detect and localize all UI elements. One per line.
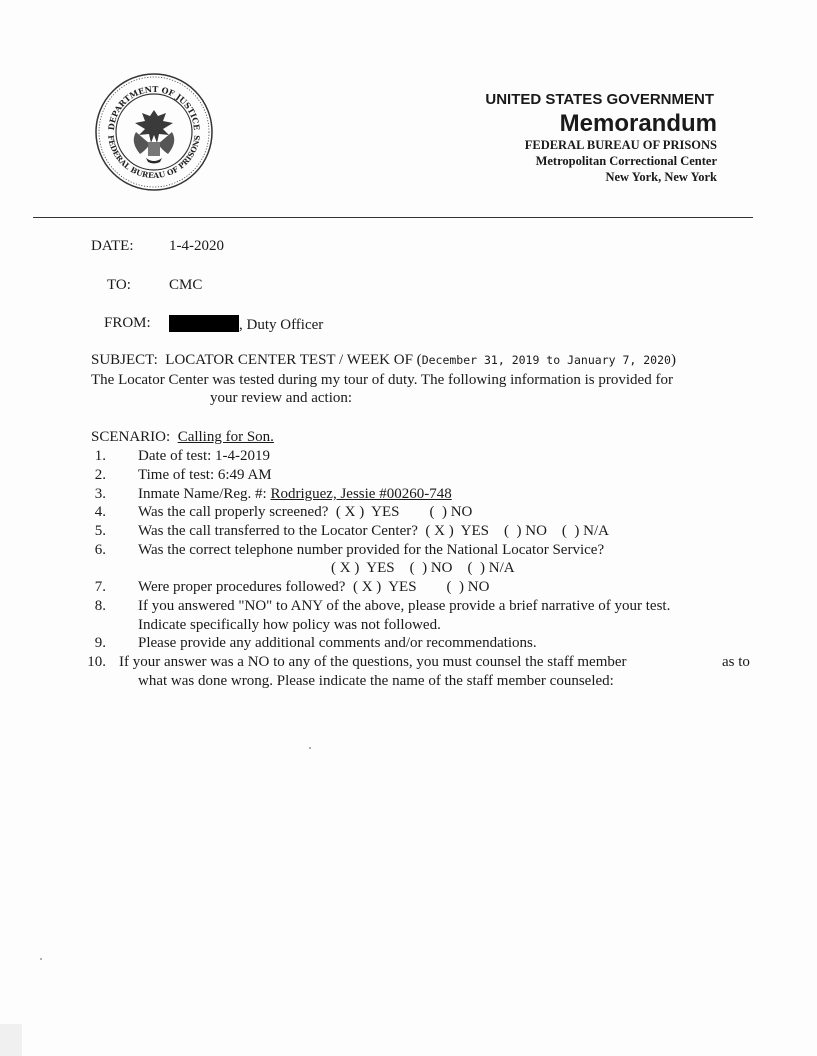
item-number: 10. <box>87 654 106 670</box>
item-number: 8. <box>94 598 106 614</box>
intro-line-2: your review and action: <box>210 390 353 406</box>
scan-speck <box>309 747 311 749</box>
item-screened: Was the call properly screened? ( X ) YES ( ) NO <box>138 504 473 520</box>
item-inmate <box>138 486 452 503</box>
item-time-of-test: Time of test: 6:49 AM <box>138 467 272 483</box>
header-city: New York, New York <box>605 170 717 184</box>
intro-line-1: The Locator Center was tested during my tour of duty. The following information is provided for <box>91 372 673 388</box>
scenario-value: Calling for Son. <box>177 429 274 445</box>
redaction-block <box>169 315 239 332</box>
item-correct-number-answer: ( X ) YES ( ) NO ( ) N/A <box>331 560 515 576</box>
item-counsel-as-to: as to <box>722 654 750 670</box>
item-number: 9. <box>94 635 106 651</box>
scan-speck <box>40 958 42 960</box>
inmate-value: Rodriguez, Jessie #00260-748 <box>270 486 452 502</box>
item-transferred: Was the call transferred to the Locator Center? ( X ) YES ( ) NO ( ) N/A <box>138 523 609 539</box>
header-divider <box>33 217 753 218</box>
subject-date-range: December 31, 2019 to January 7, 2020 <box>421 353 671 367</box>
from-role: , Duty Officer <box>239 317 324 333</box>
subject-title: LOCATOR CENTER TEST / WEEK OF ( <box>165 352 422 368</box>
inmate-label: Inmate Name/Reg. #: <box>138 486 267 502</box>
item-number: 1. <box>94 448 106 464</box>
eagle-icon <box>134 110 175 164</box>
item-number: 3. <box>94 486 106 502</box>
item-counsel-line-2: what was done wrong. Please indicate the name of the staff member counseled: <box>138 673 614 689</box>
to-label: TO: <box>107 277 131 293</box>
from-label: FROM: <box>104 315 151 331</box>
header-memorandum: Memorandum <box>559 110 717 137</box>
item-counsel-line-1: If your answer was a NO to any of the questions, you must counsel the staff member <box>119 654 627 670</box>
date-value: 1-4-2020 <box>169 238 224 254</box>
item-number: 7. <box>94 579 106 595</box>
item-narrative-line-1: If you answered "NO" to ANY of the above, please provide a brief narrative of your test. <box>138 598 671 614</box>
subject-close: ) <box>670 352 676 368</box>
date-label: DATE: <box>91 238 134 254</box>
to-value: CMC <box>169 277 203 293</box>
item-procedures: Were proper procedures followed? ( X ) YES ( ) NO <box>138 579 490 595</box>
item-number: 5. <box>94 523 106 539</box>
item-date-of-test: Date of test: 1-4-2019 <box>138 448 271 464</box>
header-government: UNITED STATES GOVERNMENT <box>485 91 714 108</box>
seal-bottom-text: FEDERAL BUREAU OF PRISONS <box>106 134 202 181</box>
scan-corner-mark <box>0 1024 22 1056</box>
subject-label: SUBJECT: <box>91 352 158 368</box>
item-number: 6. <box>94 542 106 558</box>
from-value <box>169 315 323 334</box>
header-center: Metropolitan Correctional Center <box>535 154 717 168</box>
item-comments: Please provide any additional comments and/or recommendations. <box>138 635 537 651</box>
svg-text:FEDERAL BUREAU OF PRISONS <box>106 135 202 181</box>
seal-top-text: DEPARTMENT OF JUSTICE <box>105 83 203 131</box>
item-correct-number: Was the correct telephone number provided for the National Locator Service? <box>138 542 605 558</box>
item-number: 2. <box>94 467 106 483</box>
scenario-line <box>91 429 274 446</box>
scenario-label: SCENARIO: <box>91 429 171 445</box>
doj-bop-seal <box>94 72 214 192</box>
item-number: 4. <box>94 504 106 520</box>
subject-line <box>91 352 676 369</box>
item-narrative-line-2: Indicate specifically how policy was not followed. <box>138 617 441 633</box>
header-bureau: FEDERAL BUREAU OF PRISONS <box>524 138 717 152</box>
